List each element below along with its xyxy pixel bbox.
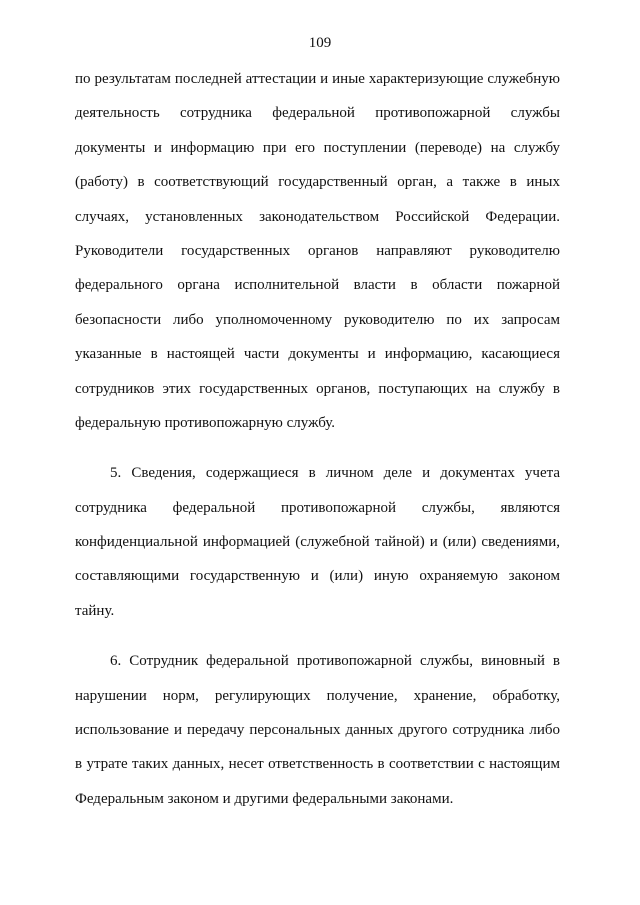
text-line: Федеральным законом и другими федеральными законами. xyxy=(75,790,454,807)
paragraph-item-6 xyxy=(75,644,560,816)
page-number: 109 xyxy=(308,35,332,51)
text-line: по результатам последней аттестации и иные характеризующие служебную xyxy=(75,71,560,87)
text-line: в утрате таких данных, несет ответственность в соответствии с настоящим xyxy=(75,756,560,773)
text-line: безопасности либо уполномоченному руководителю по их запросам xyxy=(75,311,560,328)
paragraph-continuation xyxy=(75,62,560,440)
text-line: 6. Сотрудник федеральной противопожарной службы, виновный в xyxy=(110,653,560,670)
text-line: случаях, установленных законодательством Российской Федерации. xyxy=(75,208,560,225)
text-line: указанные в настоящей части документы и информацию, касающиеся xyxy=(75,346,560,363)
text-line: 5. Сведения, содержащиеся в личном деле и документах учета xyxy=(110,465,560,482)
text-line: деятельность сотрудника федеральной противопожарной службы xyxy=(75,105,560,122)
text-line: нарушении норм, регулирующих получение, хранение, обработку, xyxy=(75,687,560,704)
paragraph-item-5 xyxy=(75,456,560,628)
text-line: составляющими государственную и (или) иную охраняемую законом xyxy=(75,568,560,585)
text-line: федерального органа исполнительной власти в области пожарной xyxy=(75,277,560,294)
text-line: сотрудника федеральной противопожарной службы, являются xyxy=(75,499,560,516)
text-line: документы и информацию при его поступлении (переводе) на службу xyxy=(75,139,560,156)
text-line: федеральную противопожарную службу. xyxy=(75,414,336,431)
paragraph-gap xyxy=(75,628,560,644)
text-line: Руководители государственных органов направляют руководителю xyxy=(75,242,560,259)
body-text xyxy=(75,62,560,816)
paragraph-gap xyxy=(75,440,560,456)
text-line: тайну. xyxy=(75,602,115,619)
text-line: (работу) в соответствующий государственный орган, а также в иных xyxy=(75,174,560,191)
text-line: сотрудников этих государственных органов, поступающих на службу в xyxy=(75,380,560,397)
text-line: конфиденциальной информацией (служебной тайной) и (или) сведениями, xyxy=(75,534,560,551)
text-line: использование и передачу персональных данных другого сотрудника либо xyxy=(75,722,560,739)
